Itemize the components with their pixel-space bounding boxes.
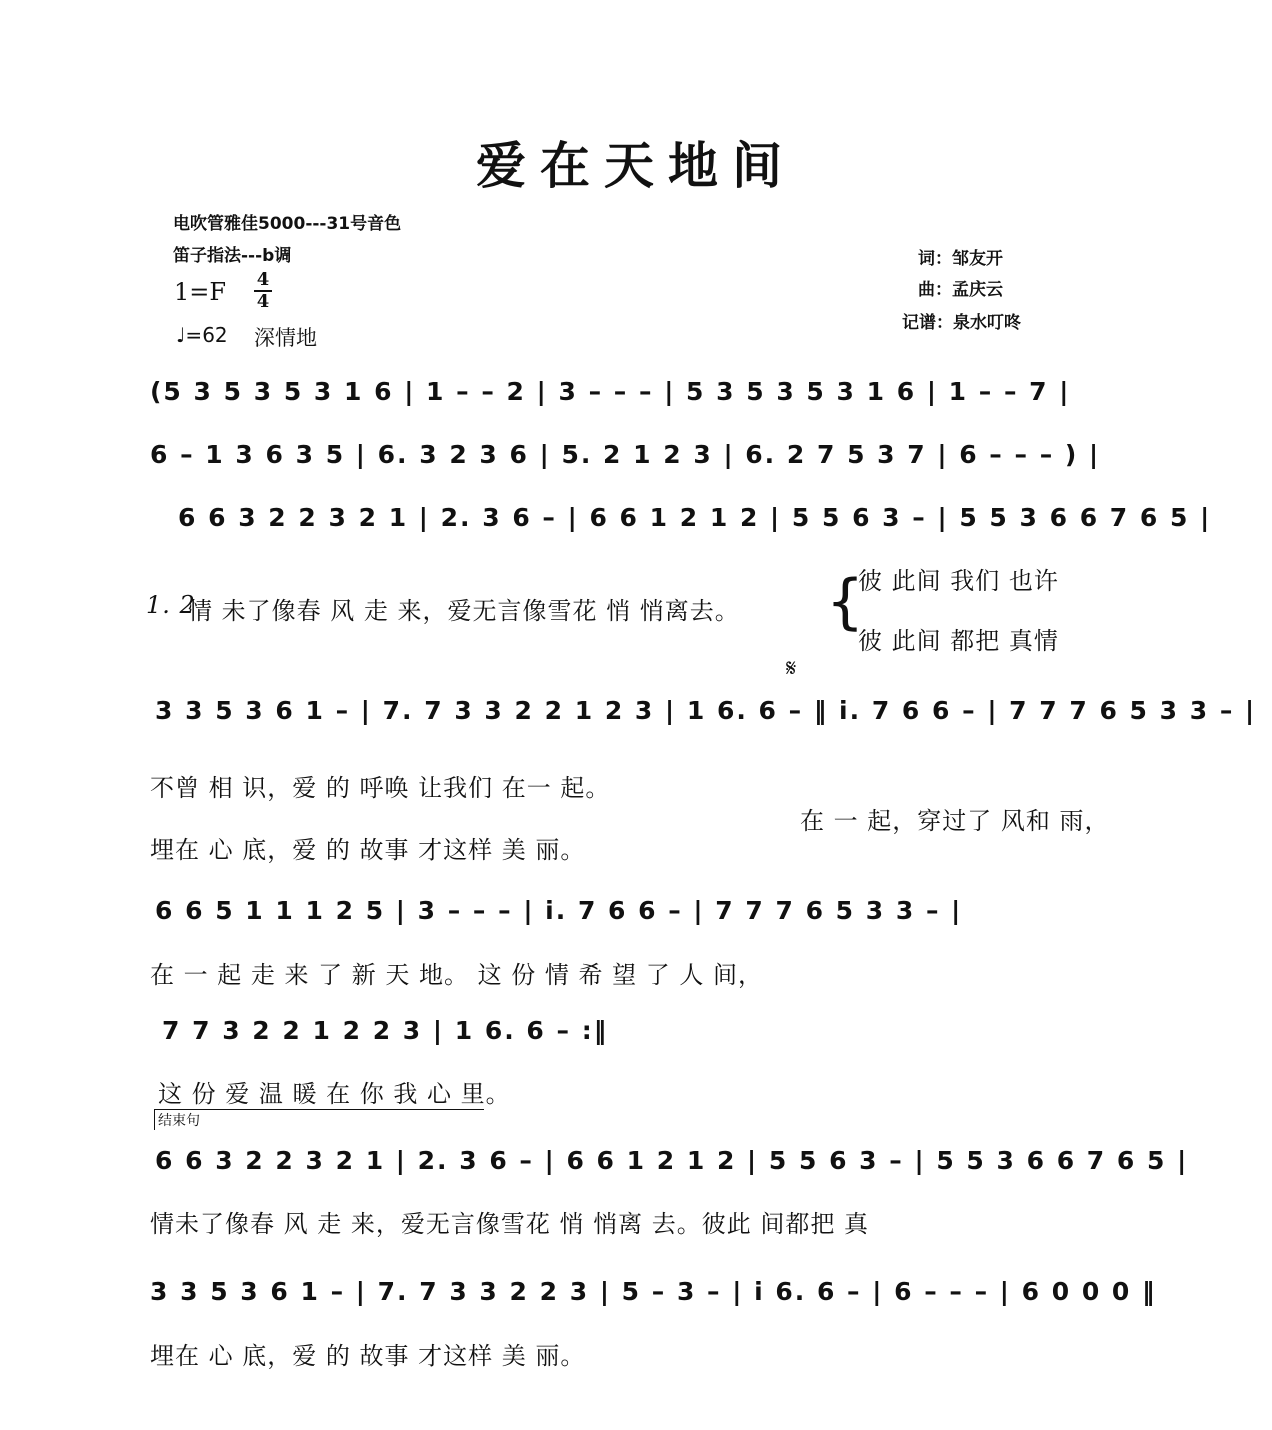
lyrics-line-4-verse-1: 不曾 相 识，爱 的 呼唤 让我们 在一 起。 <box>150 774 611 802</box>
lyrics-line-4-chorus: 在 一 起，穿过了 风和 雨， <box>800 807 1110 835</box>
instrument-note: 电吹管雅佳5000---31号音色 <box>173 214 402 234</box>
expression-mark: 深情地 <box>254 326 317 350</box>
brace-icon: { <box>826 567 865 637</box>
verse-number: 1. 2 <box>146 591 196 619</box>
time-signature <box>254 271 272 311</box>
score-line-3: 6 6 3 2 2 3 2 1 | 2. 3 6 – | 6 6 1 2 1 2 | 5 5 6 3 – | 5 5 3 6 6 7 6 5 | <box>178 503 1212 532</box>
key-signature: 1=F <box>174 278 227 306</box>
composer-credit: 曲：孟庆云 <box>918 280 1003 300</box>
lyricist-credit: 词：邹友开 <box>918 249 1003 269</box>
time-signature-top: 4 <box>256 269 270 290</box>
coda-section-label: 结束句 <box>154 1109 484 1130</box>
score-line-4: 3 3 5 3 6 1 – | 7. 7 3 3 2 2 1 2 3 | 1 6. 6 – ‖ i. 7 6 6 – | 7 7 7 6 5 3 3 – | <box>155 696 1257 725</box>
score-line-1: (5 3 5 3 5 3 1 6 | 1 – – 2 | 3 – – – | 5 3 5 3 5 3 1 6 | 1 – – 7 | <box>150 377 1071 406</box>
score-line-8: 3 3 5 3 6 1 – | 7. 7 3 3 2 2 3 | 5 – 3 – | i 6. 6 – | 6 – – – | 6 0 0 0 ‖ <box>150 1277 1157 1306</box>
score-line-7: 6 6 3 2 2 3 2 1 | 2. 3 6 – | 6 6 1 2 1 2 | 5 5 6 3 – | 5 5 3 6 6 7 6 5 | <box>155 1146 1189 1175</box>
time-signature-bottom: 4 <box>256 291 270 312</box>
lyrics-line-3-verse-1: 彼 此间 我们 也许 <box>858 567 1059 595</box>
tempo-mark: ♩=62 <box>176 323 228 347</box>
score-line-6: 7 7 3 2 2 1 2 2 3 | 1 6. 6 – :‖ <box>162 1016 609 1045</box>
segno-icon: 𝄋 <box>786 654 797 682</box>
transcriber-credit: 记谱：泉水叮咚 <box>902 313 1021 333</box>
lyrics-line-6: 这 份 爱 温 暖 在 你 我 心 里。 <box>158 1080 511 1108</box>
fingering-note: 笛子指法---b调 <box>173 246 292 266</box>
lyrics-line-3: 情 未了像春 风 走 来，爱无言像雪花 悄 悄离去。 <box>188 597 740 625</box>
lyrics-line-5: 在 一 起 走 来 了 新 天 地。 这 份 情 希 望 了 人 间， <box>150 961 764 989</box>
score-line-5: 6 6 5 1 1 1 2 5 | 3 – – – | i. 7 6 6 – | 7 7 7 6 5 3 3 – | <box>155 896 963 925</box>
score-line-2: 6 – 1 3 6 3 5 | 6. 3 2 3 6 | 5. 2 1 2 3 | 6. 2 7 5 3 7 | 6 – – – ) | <box>150 440 1101 469</box>
lyrics-line-4-verse-2: 埋在 心 底，爱 的 故事 才这样 美 丽。 <box>150 836 586 864</box>
page-title: 爱在天地间 <box>476 137 796 195</box>
lyrics-line-7: 情未了像春 风 走 来，爱无言像雪花 悄 悄离 去。彼此 间都把 真 <box>150 1210 870 1238</box>
lyrics-line-8: 埋在 心 底，爱 的 故事 才这样 美 丽。 <box>150 1342 586 1370</box>
lyrics-line-3-verse-2: 彼 此间 都把 真情 <box>858 627 1059 655</box>
